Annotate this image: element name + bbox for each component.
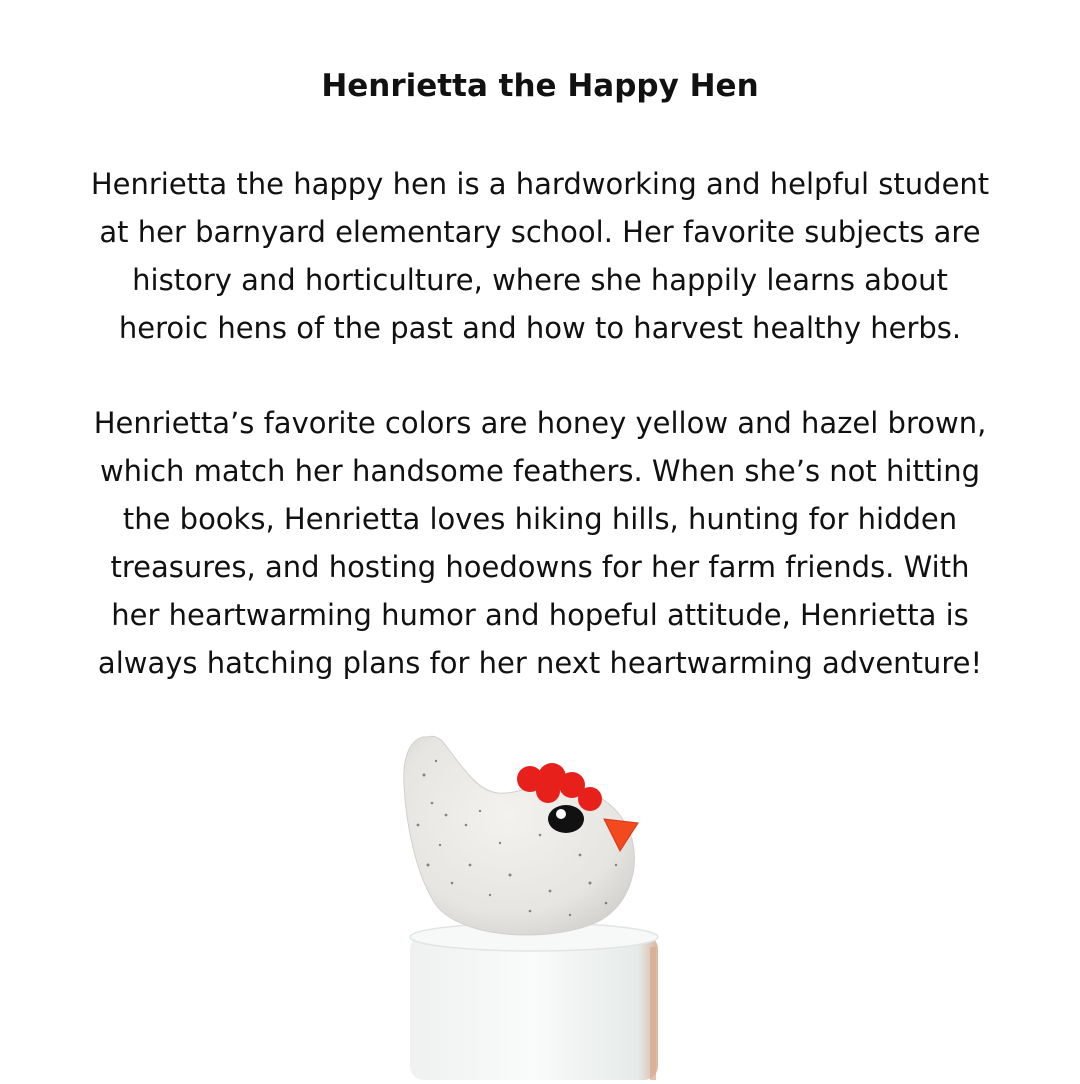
paragraph-line: always hatching plans for her next heartwarming adventure! bbox=[97, 646, 983, 680]
paragraph-hobbies bbox=[40, 399, 1040, 687]
paragraph-line: her heartwarming humor and hopeful attitude, Henrietta is bbox=[111, 598, 969, 632]
hen-eye bbox=[548, 805, 584, 833]
hen-figurine-image bbox=[380, 715, 680, 1080]
hen-body bbox=[404, 736, 635, 935]
hen-figurine-icon bbox=[380, 715, 680, 1080]
paragraph-line: treasures, and hosting hoedowns for her farm friends. With bbox=[110, 550, 970, 584]
paragraph-intro bbox=[40, 160, 1040, 352]
paragraph-line: Henrietta’s favorite colors are honey yellow and hazel brown, bbox=[93, 406, 987, 440]
paragraph-line: heroic hens of the past and how to harvest healthy herbs. bbox=[118, 311, 962, 345]
glass-stand bbox=[410, 923, 658, 1080]
paragraph-line: the books, Henrietta loves hiking hills, hunting for hidden bbox=[122, 502, 958, 536]
page-title: Henrietta the Happy Hen bbox=[321, 68, 759, 104]
paragraph-line: history and horticulture, where she happily learns about bbox=[132, 263, 948, 297]
paragraph-line: Henrietta the happy hen is a hardworking and helpful student bbox=[90, 167, 990, 201]
paragraph-line: at her barnyard elementary school. Her favorite subjects are bbox=[99, 215, 981, 249]
paragraph-line: which match her handsome feathers. When she’s not hitting bbox=[99, 454, 981, 488]
